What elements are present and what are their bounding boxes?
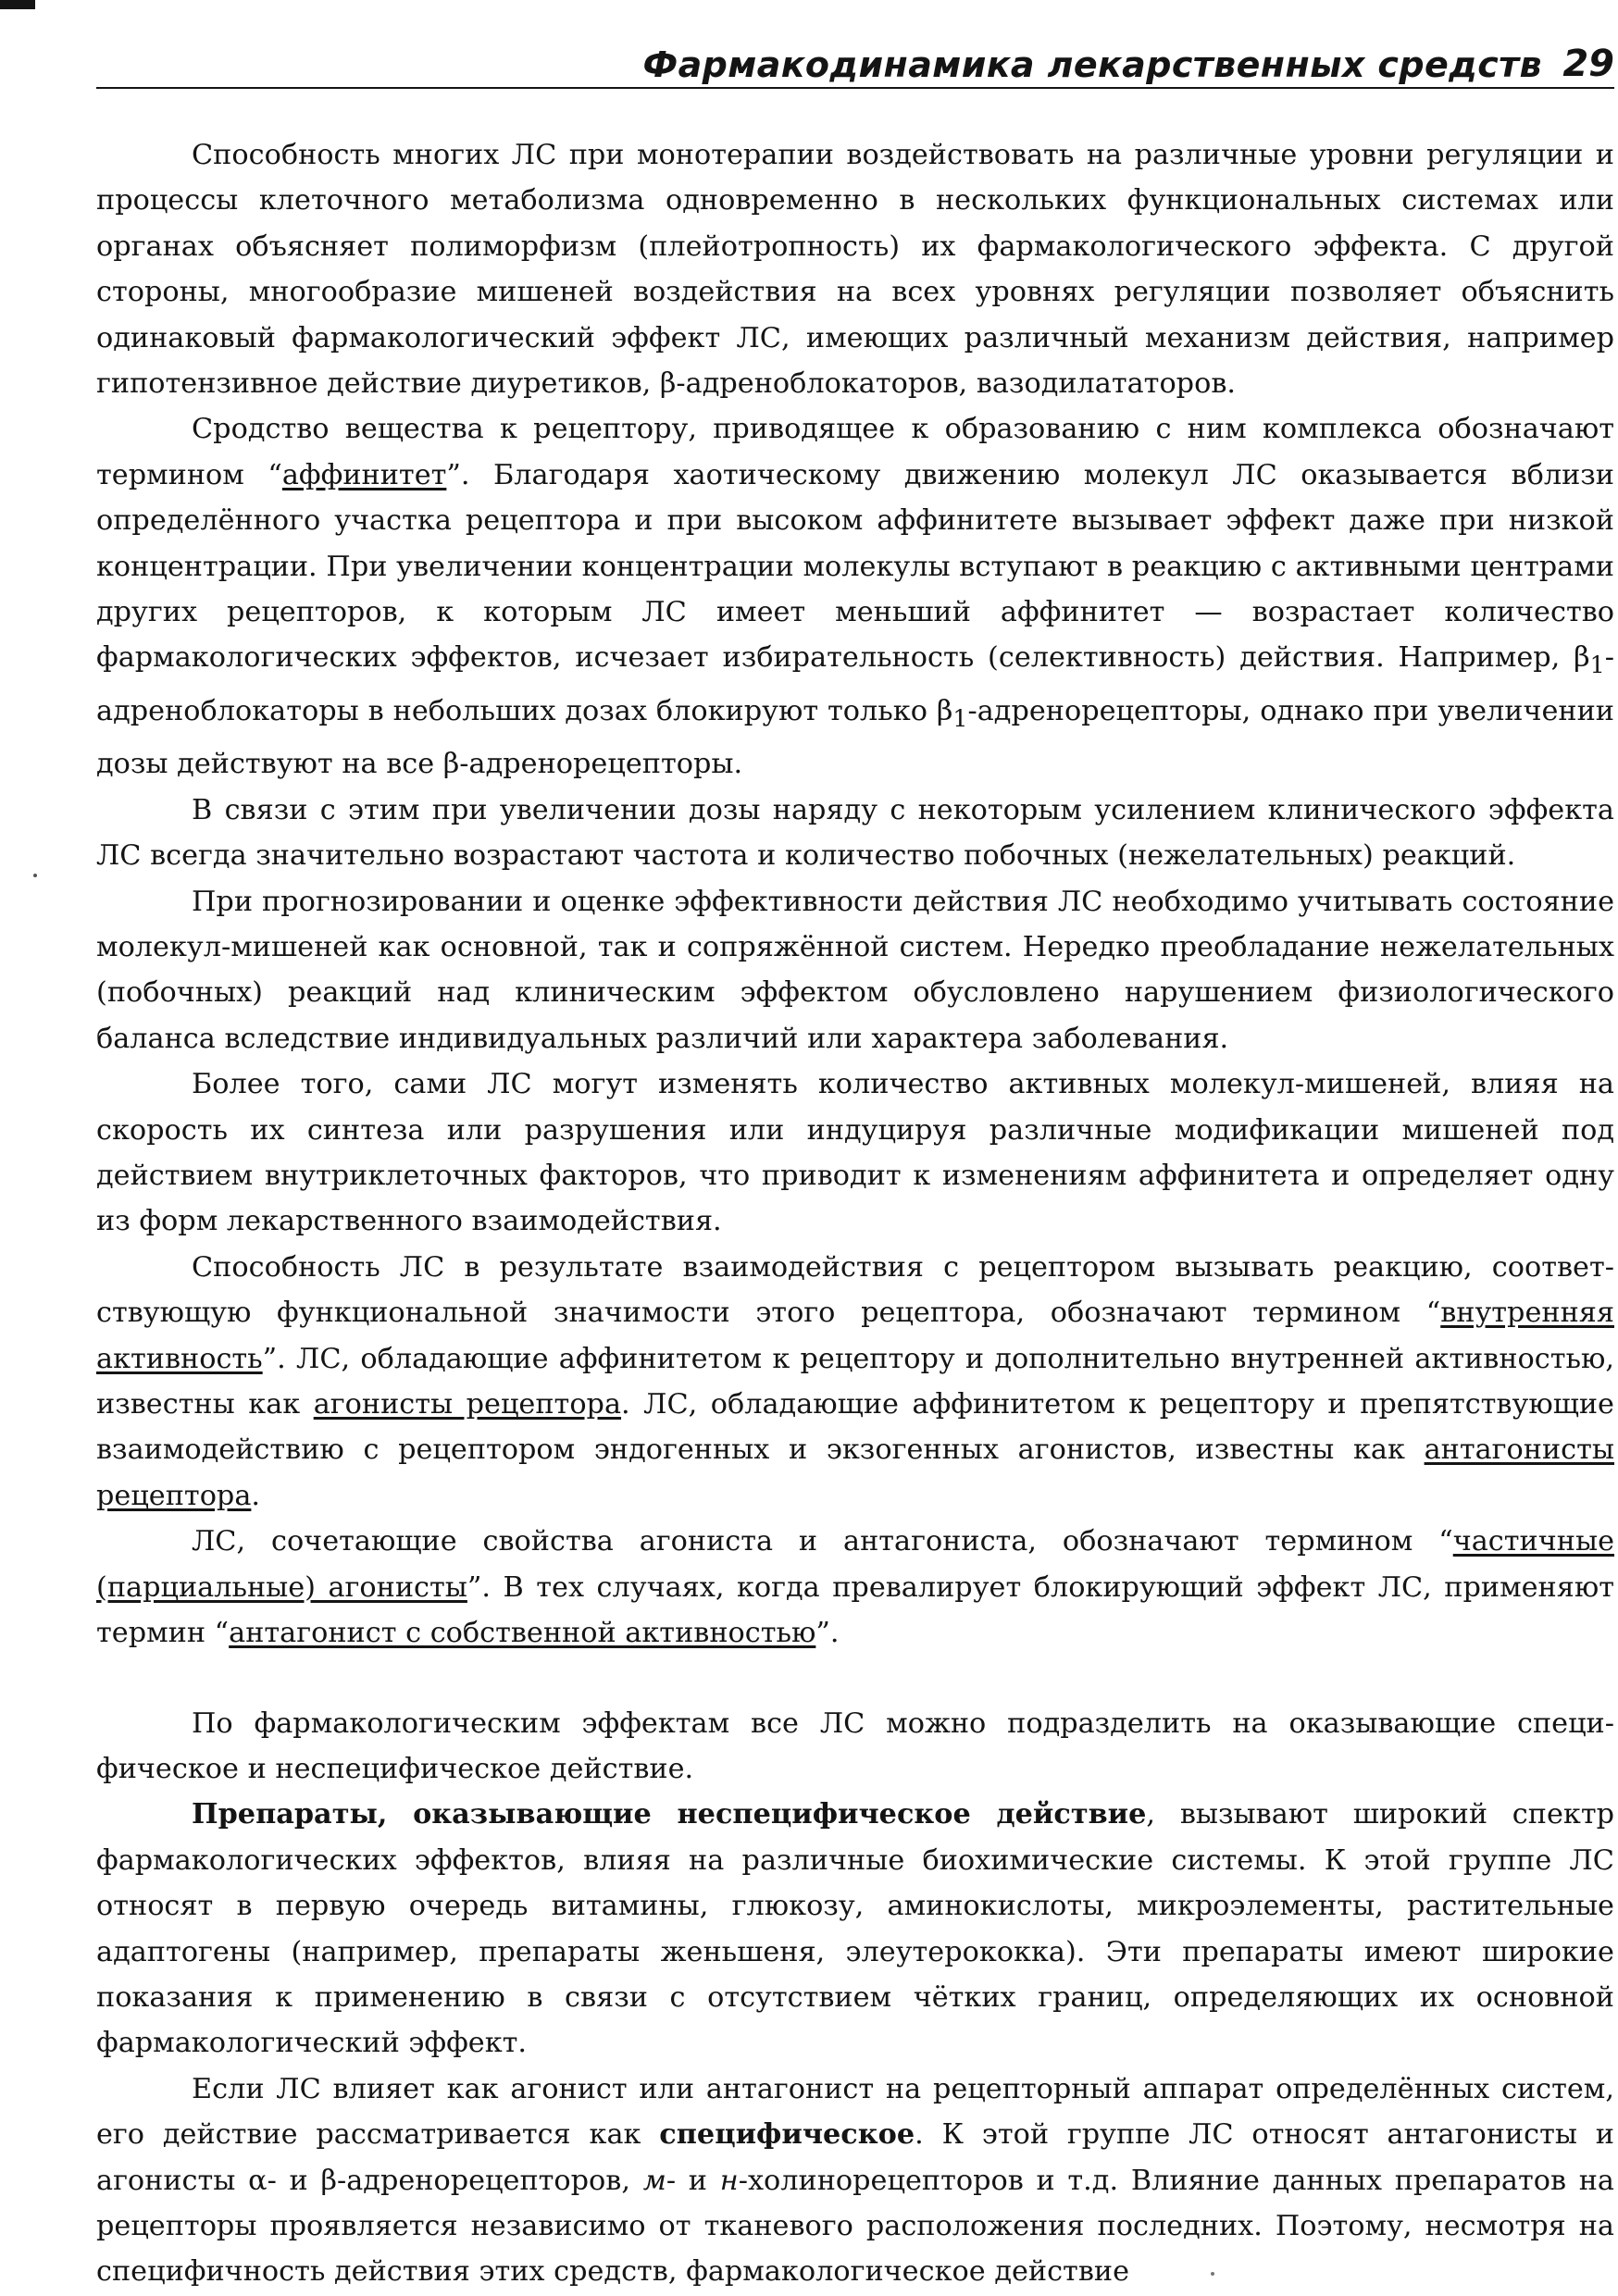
paragraph-specific: Если ЛС влияет как агонист или антагонист на рецепторный аппарат определённых систем, его действие рассматривается как специфическое. К этой группе ЛС относят антагонисты и агонисты α- и β-адренорецепторов, м- и н-холинорецепторов и т.д. Влияние данных препаратов на рецепторы проявляется независимо от тканевого расположения последних. Поэтому, несмотря на специфичность действия этих средств, фармакологическое действие [96,2072,1614,2289]
paragraph-target-modification: Более того, сами ЛС могут изменять количество активных молекул-мишеней, влияя на скорость их синтеза или разрушения или индуцируя различные модификации мишеней под действием внутриклеточных факторов, что приводит к изменениям аффинитета и определяет одну из форм лекарственного взаимодействия. [96,1068,1614,1238]
body-text [96,132,1614,2295]
paragraph-affinity: Сродство вещества к рецептору, приводящее к образованию с ним комплекса обозначают термином “аффинитет”. Благодаря хаотическому движению молекул ЛС оказывается вблизи определённого участка рецептора и при высоком аффинитете вызывает эффект даже при низкой концентрации. При увеличении концентрации молекулы вступают в реакцию с активными центрами других рецепторов, к которым ЛС имеет меньший аффинитет — возрастает количество фармакологических эффектов, исчезает избирательность (селективность) действия. Например, $\beta_1$-адреноблокаторы в небольших дозах блокируют только $\beta_1$-адренорецепторы, однако при увеличении дозы действуют на все β-адренорецепторы. [96,413,1614,781]
page-number: 29 [1562,43,1614,85]
scan-speck [33,874,37,877]
paragraph-prognosis: При прогнозировании и оценке эффективности действия ЛС необходимо учитывать состояние молекул-мишеней как основной, так и сопряжённой систем. Нередко преобладание нежелательных (побочных) реакций над клиническим эффектом обусловлено нарушением физиологического баланса вследствие индивидуальных различий или характера заболевания. [96,885,1614,1055]
scan-corner-mark [0,0,35,9]
italic-n: н [719,2164,739,2197]
term-antagonist-intrinsic-activity: антагонист с собственной активностью [229,1617,816,1650]
subscript: 1 [1589,652,1605,679]
paragraph-polymorphism: Способность многих ЛС при монотерапии воздействовать на различные уровни регуляции и процессы клеточного метаболизма одновременно в нескольких функциональных системах или органах объясняет полиморфизм (плейотропность) их фармакологического эффекта. С другой стороны, многообразие мишеней воздействия на всех уровнях регуляции позволяет объяснить одинаковый фармакологический эффект ЛС, имеющих различный механизм действия, например гипотензивное действие диуретиков, β-адреноблокаторов, вазодилататоров. [96,139,1614,401]
paragraph-dose-effects: В связи с этим при увеличении дозы наряду с некоторым усилением клинического эффекта ЛС всегда значительно возрастают частота и количество побочных (нежелательных) реакций. [96,793,1614,873]
term-receptor-antagonists: антагонисты рецептора [96,1433,1614,1512]
subscript: 1 [952,704,968,732]
paragraph-intrinsic-activity: Способность ЛС в результате взаимодействия с рецептором вызывать реакцию, соответствующую функциональной значимости этого рецептора, обозначают термином “внутренняя активность”. ЛС, обладающие аффинитетом к рецептору и дополнительно внутренней активностью, известны как агонисты рецептора. ЛС, обладающие аффинитетом к рецептору и препятствующие взаимодействию с рецептором эндогенных и экзогенных агонистов, известны как антагонисты рецептора. [96,1250,1614,1512]
paragraph-classification: По фармакологическим эффектам все ЛС можно подразделить на оказывающие специфическое и неспецифическое действие. [96,1706,1614,1785]
bold-heading-nonspecific: Препараты, оказывающие неспецифическое действие [192,1798,1147,1831]
running-title: Фармакодинамика лекарственных средств [642,44,1542,85]
paragraph-nonspecific: Препараты, оказывающие неспецифическое действие, вызывают широкий спектр фармакологических эффектов, влияя на различные биохимические системы. К этой группе ЛС относят в первую очередь витамины, глюкозу, аминокислоты, микроэлементы, растительные адаптогены (например, препараты женьшеня, элеутерококка). Эти препараты имеют широкие показания к применению в связи с отсутствием чётких границ, определяющих их основной фармакологический эффект. [96,1798,1614,2060]
running-header [96,41,1614,89]
term-intrinsic-activity: внутренняя активность [96,1297,1614,1375]
term-affinity: аффинитет [281,458,447,491]
paragraph-partial-agonists: ЛС, сочетающие свойства агониста и антагониста, обозначают термином “частичные (парциальные) агонисты”. В тех случаях, когда превалирует блокирующий эффект ЛС, применяют термин “антагонист с собственной активностью”. [96,1525,1615,1650]
italic-m: м [642,2164,666,2197]
term-receptor-agonists: агонисты рецептора [313,1388,622,1421]
bold-term-specific: специфическое [659,2118,915,2152]
term-partial-agonists: частичные (парциальные) агонисты [96,1525,1614,1604]
